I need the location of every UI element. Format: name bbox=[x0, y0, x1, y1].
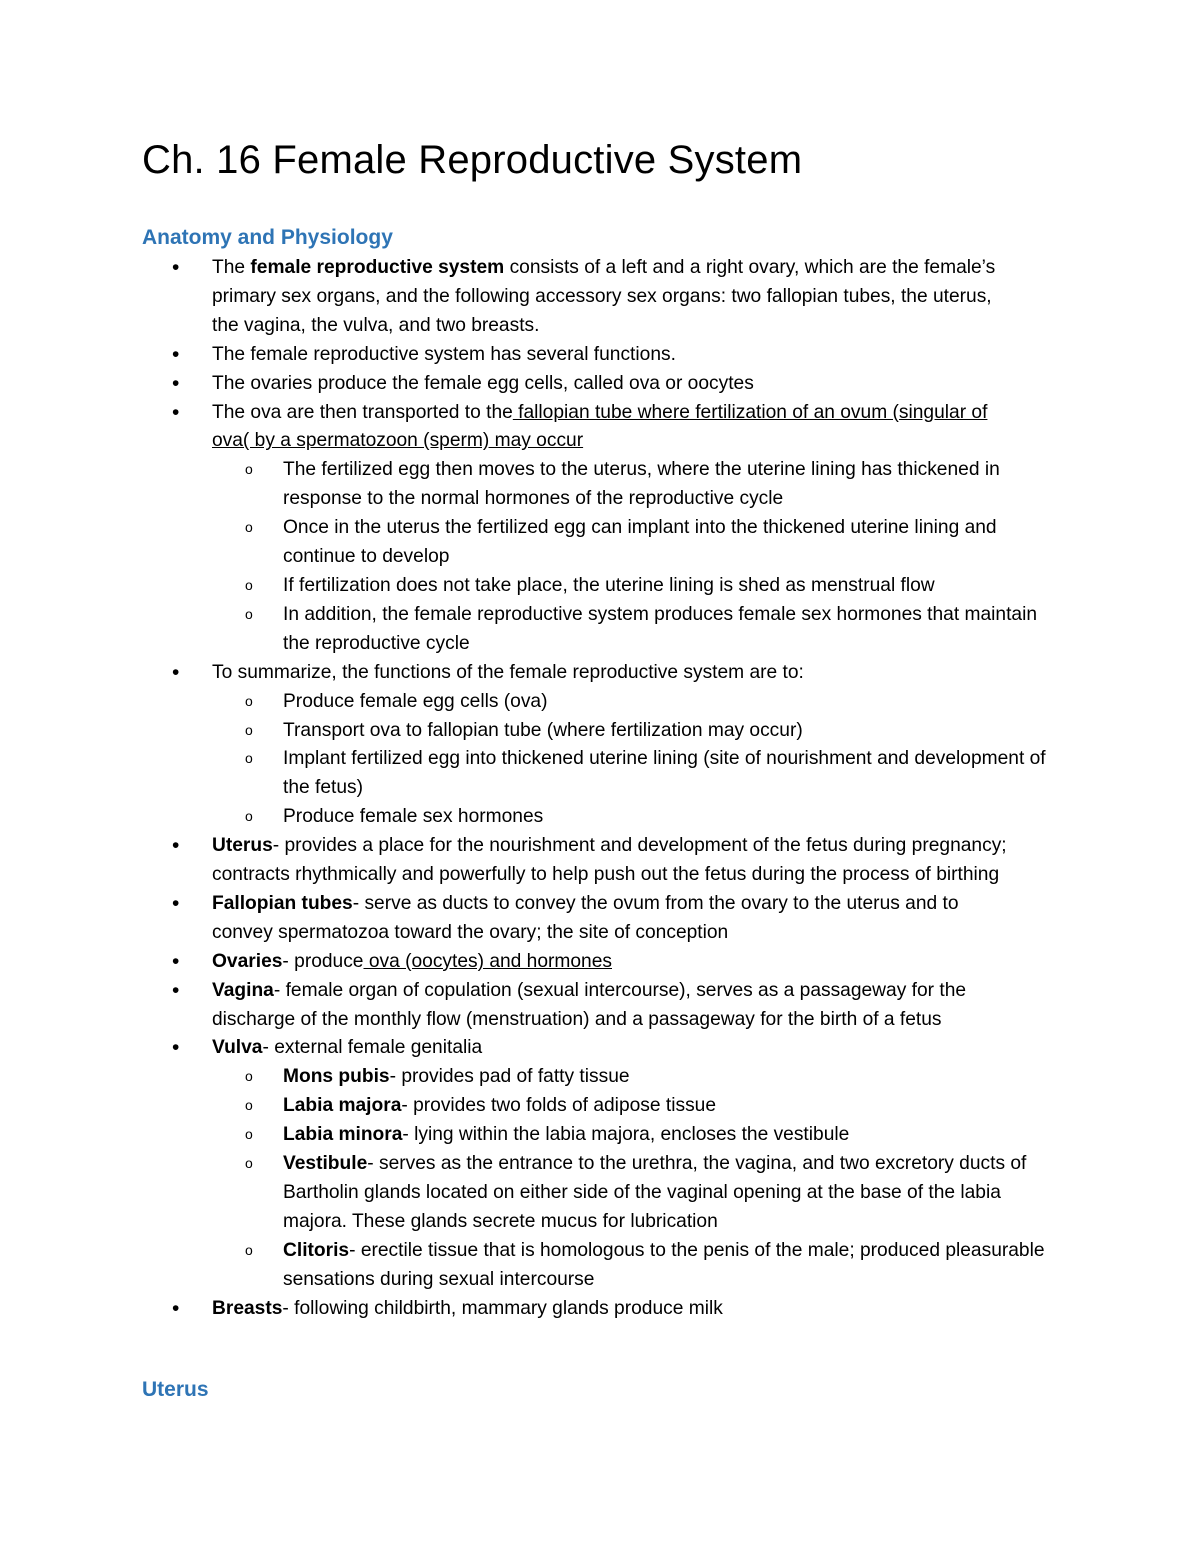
list-item: • The ovaries produce the female egg cells, called ova or oocytes bbox=[0, 370, 1012, 399]
list-item-vagina: • Vagina- female organ of copulation (sexual intercourse), serves as a passageway for the discharge of the monthly flow (menstruation) and a passageway for the birth of a fetus bbox=[0, 977, 1012, 1035]
sub-list-item: o Labia minora- lying within the labia majora, encloses the vestibule bbox=[0, 1121, 1063, 1150]
list-item: • To summarize, the functions of the female reproductive system are to: o Produce female egg cells (ova) o Transport ova to fallopian tube (where fertilization may occur) o Implant fertilized egg into thickened uterine lining (site of nourishment and development of the fetus) o Produce female sex hormones bbox=[0, 659, 1012, 832]
list-item-fallopian-tubes: • Fallopian tubes- serve as ducts to convey the ovum from the ovary to the uterus and to convey spermatozoa toward the ovary; the site of conception bbox=[0, 890, 1012, 948]
sub-list-item: o Once in the uterus the fertilized egg can implant into the thickened uterine lining and continue to develop bbox=[0, 514, 1063, 572]
list-item-vulva: • Vulva- external female genitalia o Mons pubis- provides pad of fatty tissue o Labia majora- provides two folds of adipose tissue o Labia minora- lying within the labia majora, encloses the vestibule o Vestibule- serves as the entrance to the urethra, the vagina, and two excretory ducts of Bartholin glands located on either side of the vaginal opening at the base of the labia majora. These glands secrete mucus for lubrication o Clitoris- erectile tissue that is homologous to the penis of the male; produced pleasurable sensations during sexual intercourse bbox=[0, 1034, 1012, 1294]
page-title: Ch. 16 Female Reproductive System bbox=[142, 138, 803, 182]
sub-list bbox=[212, 688, 1046, 833]
notes-body bbox=[0, 254, 1200, 1324]
sub-list bbox=[212, 1063, 1045, 1294]
list-item-uterus: • Uterus- provides a place for the nourishment and development of the fetus during pregnancy; contracts rhythmically and powerfully to help push out the fetus during the process of birthing bbox=[0, 832, 1012, 890]
sub-list-item: o Produce female egg cells (ova) bbox=[0, 688, 1063, 717]
sub-list-item: o Clitoris- erectile tissue that is homologous to the penis of the male; produced pleasurable sensations during sexual intercourse bbox=[0, 1237, 1063, 1295]
bullet-list bbox=[0, 254, 1200, 1324]
sub-list-item: o If fertilization does not take place, the uterine lining is shed as menstrual flow bbox=[0, 572, 1063, 601]
list-item: • The female reproductive system has several functions. bbox=[0, 341, 1012, 370]
sub-list-item: o Labia majora- provides two folds of adipose tissue bbox=[0, 1092, 1063, 1121]
list-item-breasts: • Breasts- following childbirth, mammary glands produce milk bbox=[0, 1295, 1012, 1324]
list-item-ovaries: • Ovaries- produce ova (oocytes) and hormones bbox=[0, 948, 1012, 977]
sub-list-item: o Produce female sex hormones bbox=[0, 803, 1063, 832]
sub-list-item: o Vestibule- serves as the entrance to the urethra, the vagina, and two excretory ducts of Bartholin glands located on either side of the vaginal opening at the base of the labia majora. These glands secrete mucus for lubrication bbox=[0, 1150, 1063, 1237]
sub-list-item: o Implant fertilized egg into thickened uterine lining (site of nourishment and development of the fetus) bbox=[0, 745, 1063, 803]
list-item: • The female reproductive system consists of a left and a right ovary, which are the female’s primary sex organs, and the following accessory sex organs: two fallopian tubes, the uterus, the vagina, the vulva, and two breasts. bbox=[0, 254, 1012, 341]
section-heading-uterus: Uterus bbox=[142, 1378, 209, 1401]
sub-list bbox=[212, 456, 1038, 658]
sub-list-item: o Mons pubis- provides pad of fatty tissue bbox=[0, 1063, 1063, 1092]
section-heading-anatomy: Anatomy and Physiology bbox=[142, 226, 393, 249]
sub-list-item: o The fertilized egg then moves to the uterus, where the uterine lining has thickened in response to the normal hormones of the reproductive cycle bbox=[0, 456, 1063, 514]
sub-list-item: o Transport ova to fallopian tube (where fertilization may occur) bbox=[0, 717, 1063, 746]
list-item: • The ova are then transported to the fallopian tube where fertilization of an ovum (singular of ova( by a spermatozoon (sperm) may occur o The fertilized egg then moves to the uterus, where the uterine lining has thickened in response to the normal hormones of the reproductive cycle o Once in the uterus the fertilized egg can implant into the thickened uterine lining and continue to develop o If fertilization does not take place, the uterine lining is shed as menstrual flow o In addition, the female reproductive system produces female sex hormones that maintain the reproductive cycle bbox=[0, 399, 1012, 659]
sub-list-item: o In addition, the female reproductive system produces female sex hormones that maintain the reproductive cycle bbox=[0, 601, 1063, 659]
